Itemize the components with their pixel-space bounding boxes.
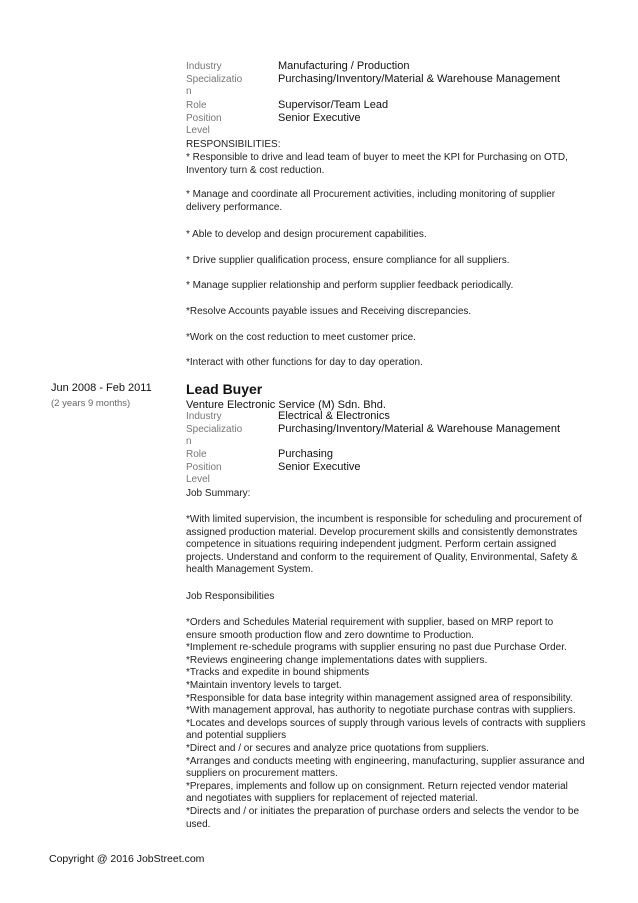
position-level-label: Position Level — [186, 113, 222, 136]
role-value: Supervisor/Team Lead — [278, 99, 389, 111]
specialization-value: Purchasing/Inventory/Material & Warehouse Management — [278, 73, 561, 85]
responsibility-item: *Resolve Accounts payable issues and Receiving discrepancies. — [186, 306, 472, 317]
position-level-value: Senior Executive — [278, 461, 361, 473]
position-level-label: Position Level — [186, 462, 222, 485]
industry-value: Manufacturing / Production — [278, 60, 410, 72]
industry-label: Industry — [186, 411, 222, 422]
specialization-label: Specializatio n — [186, 424, 243, 447]
responsibility-item: * Manage supplier relationship and perform supplier feedback periodically. — [186, 280, 514, 291]
responsibility-item: * Manage and coordinate all Procurement activities, including monitoring of supplier delivery performance. — [186, 189, 556, 213]
position-level-value: Senior Executive — [278, 112, 361, 124]
role-label: Role — [186, 449, 207, 460]
role-value: Purchasing — [278, 448, 334, 460]
industry-label: Industry — [186, 61, 222, 72]
role-label: Role — [186, 100, 207, 111]
responsibility-item: * Drive supplier qualification process, ensure compliance for all suppliers. — [186, 255, 510, 266]
job-duration: (2 years 9 months) — [51, 398, 131, 409]
industry-value: Electrical & Electronics — [278, 410, 390, 422]
responsibility-item: * Able to develop and design procurement capabilities. — [186, 229, 427, 240]
company-name: Venture Electronic Service (M) Sdn. Bhd. — [186, 399, 386, 411]
job-summary-text: *With limited supervision, the incumbent is responsible for scheduling and procurement of assigned production material. Develop procurement skills and consistently demonstrates competence in situations requiring independent judgment. Perform certain assigned projects. Understand and conform to the requirement of Quality, Environmental, Safety & health Management System. — [186, 514, 582, 576]
job-responsibilities-text: *Orders and Schedules Material requirement with supplier, based on MRP report to ensure smooth production flow and zero downtime to Production. *Implement re-schedule programs with supplier ensuring no past due Purchase Order. *Reviews engineering change implementations dates with suppliers. *Tracks and expedite in bound shipments *Maintain inventory levels to target. *Responsible for data base integrity within management assigned area of responsibility. *With management approval, has authority to negotiate purchase contras with suppliers. *Locates and develops sources of supply through various levels of contracts with suppliers and potential suppliers *Direct and / or secures and analyze price quotations from suppliers. *Arranges and conducts meeting with engineering, manufacturing, supplier assurance and suppliers on procurement matters. *Prepares, implements and follow up on consignment. Return rejected vendor material and negotiates with suppliers for replacement of rejected material. *Directs and / or initiates the preparation of purchase orders and selects the vendor to be used. — [186, 617, 586, 830]
job-responsibilities-heading: Job Responsibilities — [186, 591, 275, 602]
responsibilities-heading: RESPONSIBILITIES: — [186, 139, 281, 150]
job-date-range: Jun 2008 - Feb 2011 — [51, 382, 152, 394]
specialization-label: Specializatio n — [186, 74, 243, 97]
specialization-value: Purchasing/Inventory/Material & Warehouse Management — [278, 423, 561, 435]
responsibility-item: * Responsible to drive and lead team of buyer to meet the KPI for Purchasing on OTD, Inventory turn & cost reduction. — [186, 152, 568, 176]
copyright-footer: Copyright @ 2016 JobStreet.com — [49, 853, 205, 865]
job-title: Lead Buyer — [186, 381, 263, 397]
responsibility-item: *Interact with other functions for day to day operation. — [186, 357, 423, 368]
job-summary-heading: Job Summary: — [186, 488, 251, 499]
responsibility-item: *Work on the cost reduction to meet customer price. — [186, 332, 416, 343]
